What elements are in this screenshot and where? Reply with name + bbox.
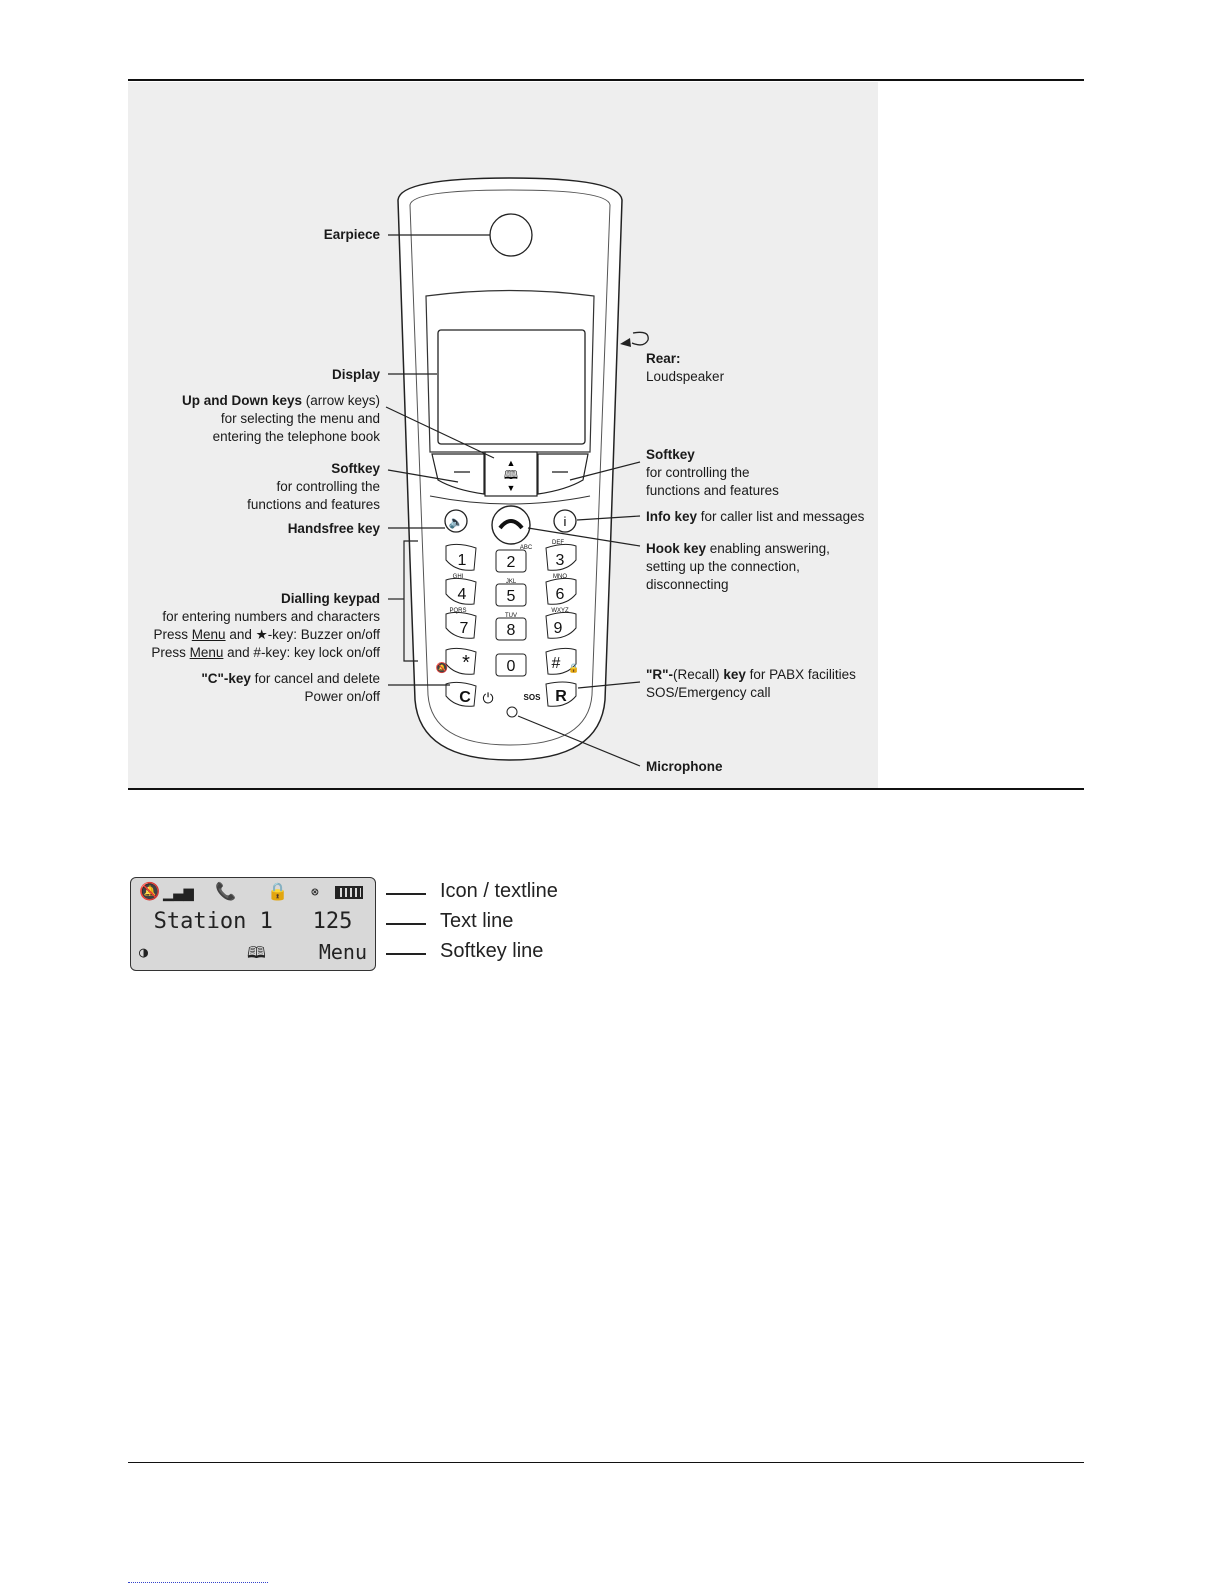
lcd-leader-2 xyxy=(386,923,426,925)
svg-text:DEF: DEF xyxy=(552,540,564,546)
lcd-text-line: Station 1 125 xyxy=(153,909,353,934)
label-rear: Rear: Loudspeaker xyxy=(646,351,725,384)
svg-text:WXYZ: WXYZ xyxy=(551,608,569,614)
lcd-menu-label: Menu xyxy=(318,940,367,964)
label-ckey: "C"-key for cancel and delete Power on/off xyxy=(201,671,380,704)
svg-text:▲: ▲ xyxy=(506,458,516,468)
rotate-arrow-icon xyxy=(632,332,648,345)
microphone-icon xyxy=(507,707,517,717)
label-softkey-left: Softkey for controlling the functions and features xyxy=(247,461,380,512)
key-r: R xyxy=(555,688,567,705)
key-0: 0 xyxy=(506,658,516,675)
label-handsfree: Handsfree key xyxy=(287,521,380,536)
lcd-leader-1 xyxy=(386,893,426,895)
svg-text:JKL: JKL xyxy=(505,579,517,585)
key-2: 2 xyxy=(506,554,516,571)
key-star: * xyxy=(462,652,470,674)
label-microphone: Microphone xyxy=(646,759,723,774)
alarm-icon: ⊗ xyxy=(311,885,319,900)
handset-call-icon: 📞 xyxy=(215,882,237,902)
key-8: 8 xyxy=(506,622,516,639)
signal-icon: ▁▃▅ xyxy=(163,882,194,902)
svg-text:PQRS: PQRS xyxy=(449,608,467,614)
label-display: Display xyxy=(331,367,380,382)
display-screen xyxy=(438,330,585,444)
label-recall: "R"-(Recall) key for PABX facilities SOS/Emergency call xyxy=(646,667,856,700)
key-7: 7 xyxy=(459,620,469,637)
battery-icon xyxy=(335,886,363,899)
power-icon: ⏻ xyxy=(482,690,494,706)
lock-icon: 🔒 xyxy=(568,663,580,673)
bottom-rule xyxy=(128,1462,1084,1463)
key-3: 3 xyxy=(555,552,565,569)
bell-mute-icon: 🔕 xyxy=(435,663,449,674)
svg-text:MNO: MNO xyxy=(553,574,567,580)
key-1: 1 xyxy=(457,552,467,569)
key-4: 4 xyxy=(457,586,467,603)
label-updown: Up and Down keys (arrow keys) for selecting the menu and entering the telephone book xyxy=(181,393,380,444)
lock-icon: 🔒 xyxy=(267,882,289,902)
lcd-label-softkey-line: Softkey line xyxy=(440,940,544,962)
lcd-softkey-line xyxy=(131,940,375,966)
label-hook: Hook key enabling answering, setting up the connection, disconnecting xyxy=(646,541,830,592)
book-icon: 🕮 xyxy=(247,943,266,962)
svg-text:SOS: SOS xyxy=(523,693,541,702)
lcd-display xyxy=(130,877,376,971)
key-9: 9 xyxy=(553,620,563,637)
svg-text:▼: ▼ xyxy=(506,483,516,493)
bell-mute-icon: 🔕 xyxy=(139,882,161,902)
label-keypad: Dialling keypad for entering numbers and characters Press Menu and ★-key: Buzzer on/off Press Menu and #-key: key lock on/off xyxy=(151,591,380,660)
key-5: 5 xyxy=(506,588,516,605)
lcd-label-text-line: Text line xyxy=(440,910,514,932)
svg-text:GHI: GHI xyxy=(452,574,464,580)
svg-text:TUV: TUV xyxy=(505,613,517,619)
lcd-label-icon-textline: Icon / textline xyxy=(440,880,558,902)
key-6: 6 xyxy=(555,586,565,603)
book-icon: 🕮 xyxy=(503,468,519,482)
lcd-icon-row xyxy=(131,882,375,906)
earpiece-icon xyxy=(490,214,532,256)
svg-text:ABC: ABC xyxy=(519,545,533,551)
key-hash: # xyxy=(551,655,561,672)
info-icon: i xyxy=(563,514,567,529)
label-info: Info key for caller list and messages xyxy=(646,509,865,524)
label-earpiece: Earpiece xyxy=(323,227,380,242)
contrast-icon: ◑ xyxy=(139,943,149,961)
speaker-icon: 🔈 xyxy=(448,515,464,529)
label-softkey-right: Softkey for controlling the functions and features xyxy=(646,447,779,498)
hook-key xyxy=(492,506,530,544)
key-c: C xyxy=(459,689,471,706)
lcd-leader-3 xyxy=(386,953,426,955)
